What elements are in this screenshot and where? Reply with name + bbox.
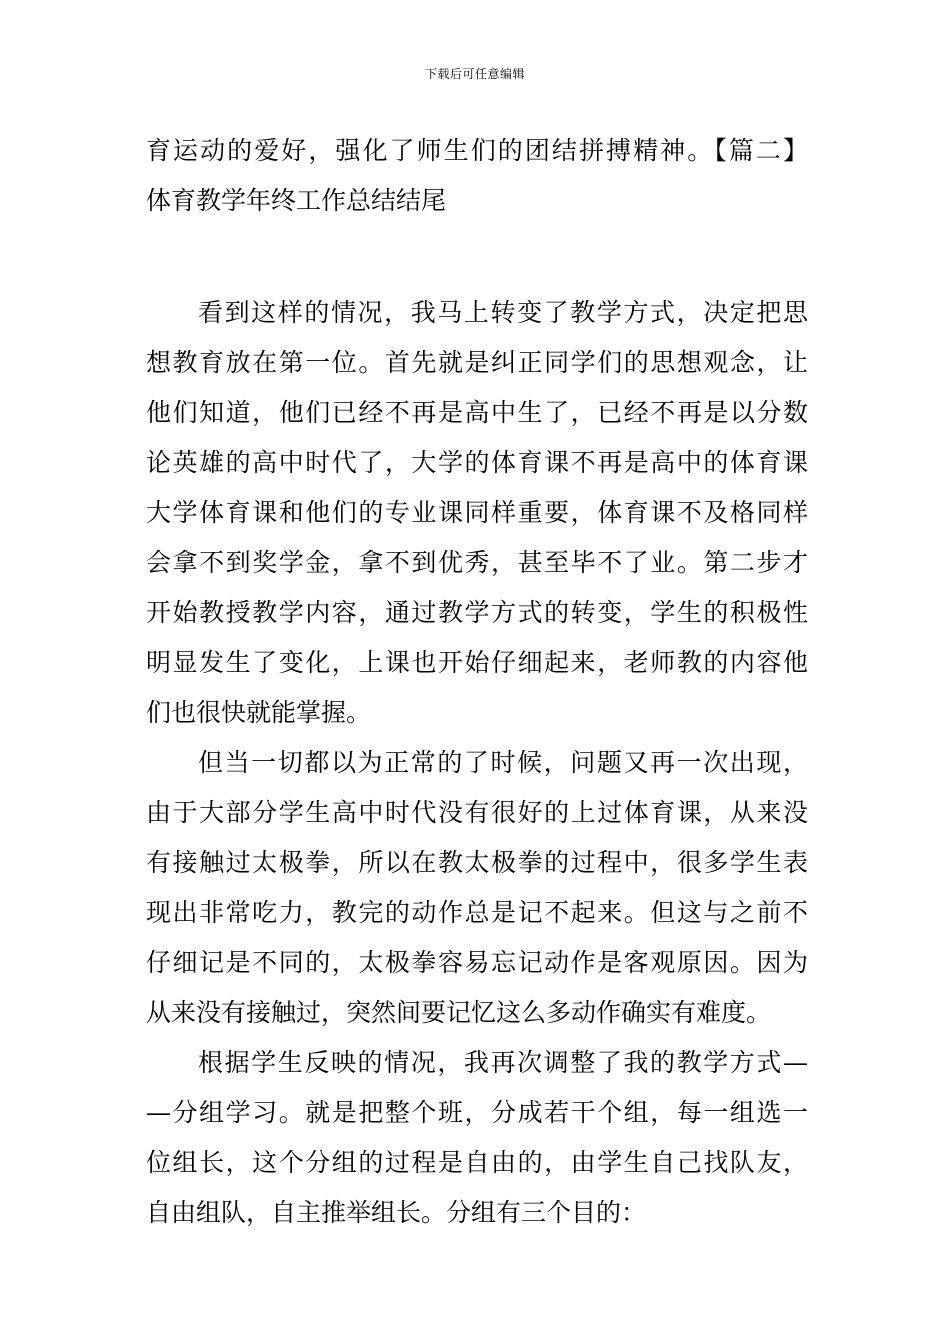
- paragraph-2: [146, 738, 808, 1038]
- text-line: 们也很快就能掌握。: [146, 698, 372, 727]
- text-line: —分组学习。就是把整个班，分成若干个组，每一组选一: [146, 1098, 808, 1127]
- paragraph-1: [146, 288, 808, 738]
- text-line: 大学体育课和他们的专业课同样重要，体育课不及格同样: [146, 498, 808, 527]
- text-line: 明显发生了变化，上课也开始仔细起来，老师教的内容他: [146, 648, 808, 677]
- text-line: 论英雄的高中时代了，大学的体育课不再是高中的体育课: [146, 448, 808, 477]
- text-line: 由于大部分学生高中时代没有很好的上过体育课，从来没: [146, 798, 808, 827]
- blank-gap: [146, 226, 808, 288]
- text-line: 根据学生反映的情况，我再次调整了我的教学方式—: [198, 1048, 808, 1077]
- paragraph-3: [146, 1038, 808, 1238]
- text-line: 仔细记是不同的，太极拳容易忘记动作是客观原因。因为: [146, 948, 808, 977]
- text-line: 但当一切都以为正常的了时候，问题又再一次出现，: [198, 748, 808, 777]
- text-line: 他们知道，他们已经不再是高中生了，已经不再是以分数: [146, 398, 808, 427]
- text-line: 看到这样的情况，我马上转变了教学方式，决定把思: [198, 298, 808, 327]
- document-body: [146, 126, 808, 1238]
- page-header: 下载后可任意编辑: [424, 67, 525, 81]
- text-line: 育运动的爱好，强化了师生们的团结拼搏精神。【篇二】: [146, 136, 808, 165]
- text-line: 开始教授教学内容，通过教学方式的转变，学生的积极性: [146, 598, 808, 627]
- text-line: 想教育放在第一位。首先就是纠正同学们的思想观念，让: [146, 348, 808, 377]
- text-line: 从来没有接触过，突然间要记忆这么多动作确实有难度。: [146, 998, 772, 1027]
- text-line: 现出非常吃力，教完的动作总是记不起来。但这与之前不: [146, 898, 808, 927]
- text-line: 自由组队，自主推举组长。分组有三个目的：: [146, 1198, 647, 1227]
- text-line: 会拿不到奖学金，拿不到优秀，甚至毕不了业。第二步才: [146, 548, 808, 577]
- text-line: 位组长，这个分组的过程是自由的，由学生自己找队友，: [146, 1148, 808, 1177]
- opening-block: [146, 126, 808, 226]
- section-heading: 体育教学年终工作总结结尾: [146, 186, 447, 215]
- text-line: 有接触过太极拳，所以在教太极拳的过程中，很多学生表: [146, 848, 808, 877]
